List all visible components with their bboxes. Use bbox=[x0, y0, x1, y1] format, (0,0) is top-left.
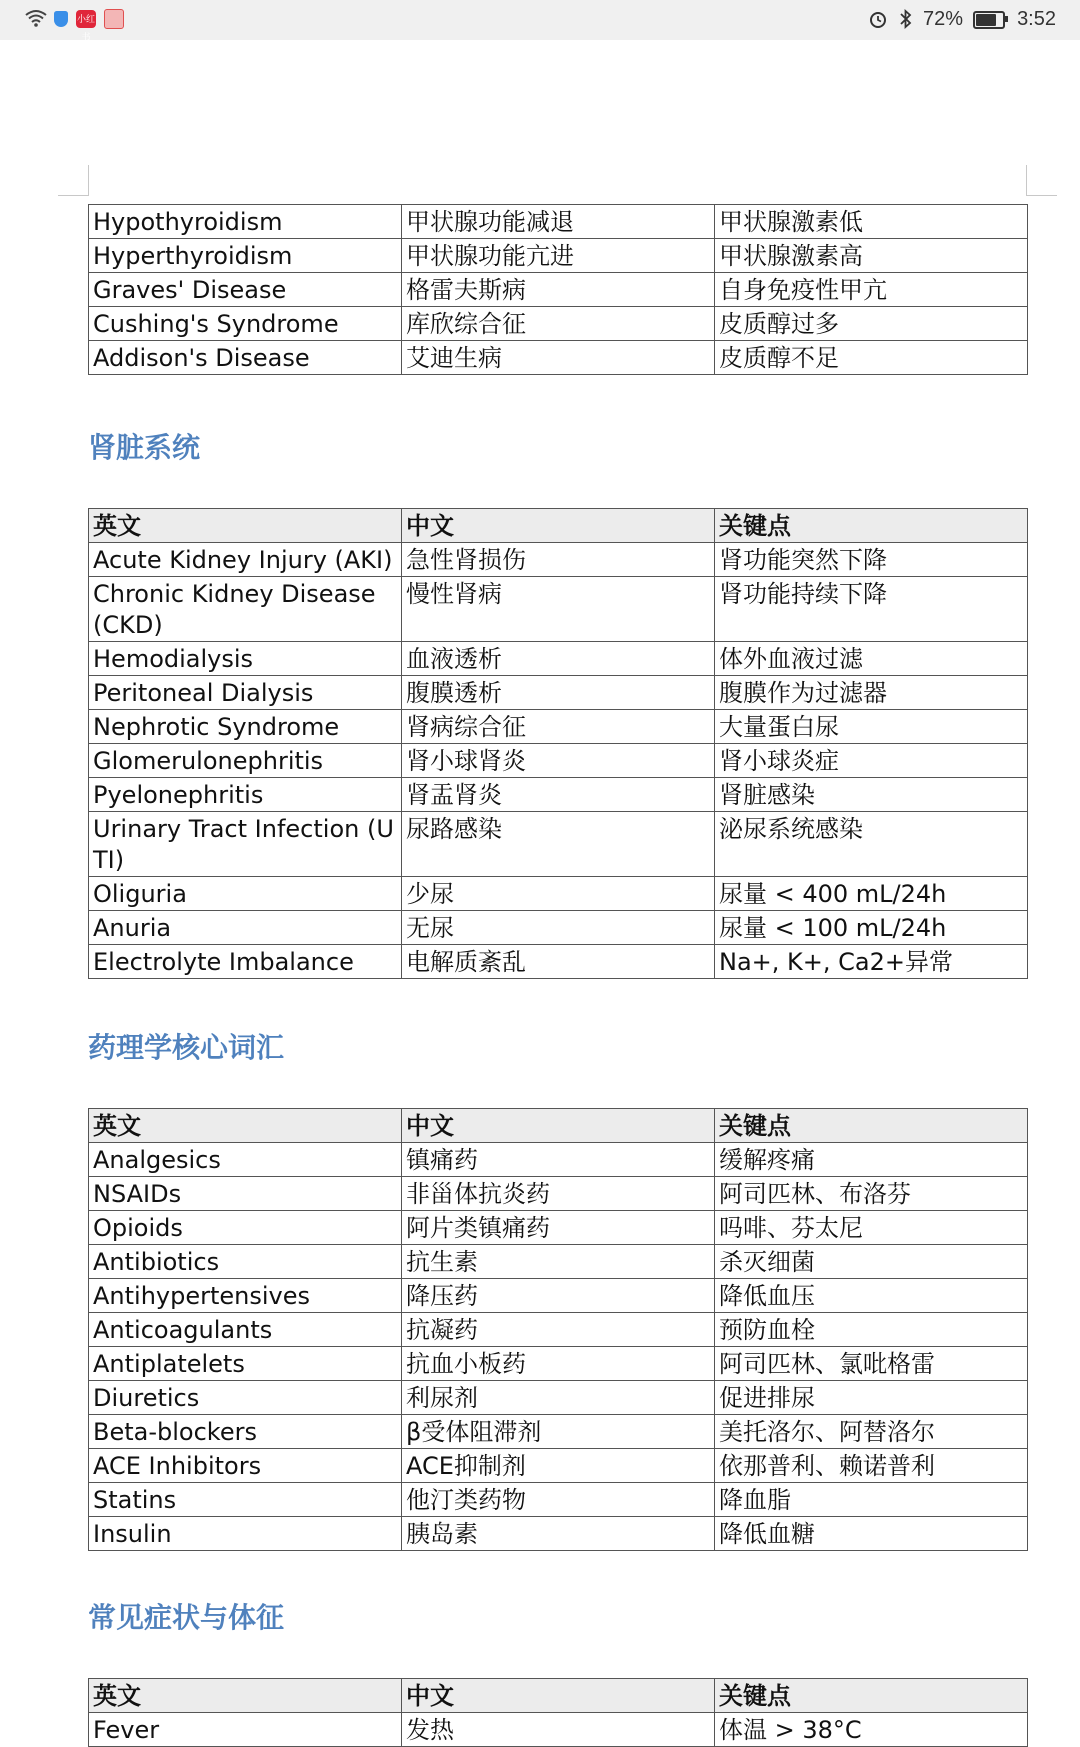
cell-english: Graves' Disease bbox=[89, 273, 402, 307]
cell-chinese: 格雷夫斯病 bbox=[402, 273, 715, 307]
cell-english: Antihypertensives bbox=[89, 1279, 402, 1313]
table-row bbox=[89, 911, 1028, 945]
pharmacology-table bbox=[88, 1108, 1028, 1551]
cell-english: Nephrotic Syndrome bbox=[89, 710, 402, 744]
header-keypoint: 关键点 bbox=[715, 1109, 1028, 1143]
cell-english: Oliguria bbox=[89, 877, 402, 911]
table-row bbox=[89, 744, 1028, 778]
table-row bbox=[89, 1177, 1028, 1211]
cell-english: Analgesics bbox=[89, 1143, 402, 1177]
cell-chinese: 抗血小板药 bbox=[402, 1347, 715, 1381]
cell-chinese: 肾病综合征 bbox=[402, 710, 715, 744]
cell-keypoint: 泌尿系统感染 bbox=[715, 812, 1028, 877]
cell-english: Anticoagulants bbox=[89, 1313, 402, 1347]
header-chinese: 中文 bbox=[402, 1109, 715, 1143]
cell-keypoint: 甲状腺激素高 bbox=[715, 239, 1028, 273]
table-row bbox=[89, 1245, 1028, 1279]
cell-keypoint: 尿量 < 100 mL/24h bbox=[715, 911, 1028, 945]
cell-english: Electrolyte Imbalance bbox=[89, 945, 402, 979]
table-header-row bbox=[89, 509, 1028, 543]
status-bar-right bbox=[867, 8, 1056, 31]
table-row bbox=[89, 1517, 1028, 1551]
cell-keypoint: 阿司匹林、氯吡格雷 bbox=[715, 1347, 1028, 1381]
cell-keypoint: 自身免疫性甲亢 bbox=[715, 273, 1028, 307]
status-bar bbox=[0, 0, 1080, 40]
symptoms-table bbox=[88, 1678, 1028, 1747]
cell-chinese: 胰岛素 bbox=[402, 1517, 715, 1551]
cell-english: Insulin bbox=[89, 1517, 402, 1551]
cell-keypoint: 皮质醇不足 bbox=[715, 341, 1028, 375]
header-keypoint: 关键点 bbox=[715, 509, 1028, 543]
cell-chinese: 抗凝药 bbox=[402, 1313, 715, 1347]
cell-chinese: 血液透析 bbox=[402, 642, 715, 676]
cell-keypoint: 美托洛尔、阿替洛尔 bbox=[715, 1415, 1028, 1449]
table-row bbox=[89, 945, 1028, 979]
cell-english: Anuria bbox=[89, 911, 402, 945]
table-row bbox=[89, 710, 1028, 744]
battery-level-fill bbox=[976, 14, 996, 26]
cell-chinese: 艾迪生病 bbox=[402, 341, 715, 375]
cell-english: Cushing's Syndrome bbox=[89, 307, 402, 341]
cell-english: Diuretics bbox=[89, 1381, 402, 1415]
table-row bbox=[89, 205, 1028, 239]
cell-english: Addison's Disease bbox=[89, 341, 402, 375]
notification-app-icon bbox=[104, 9, 124, 29]
cell-chinese: 慢性肾病 bbox=[402, 577, 715, 642]
cell-english: Pyelonephritis bbox=[89, 778, 402, 812]
cell-chinese: 甲状腺功能减退 bbox=[402, 205, 715, 239]
cell-chinese: 镇痛药 bbox=[402, 1143, 715, 1177]
header-keypoint: 关键点 bbox=[715, 1679, 1028, 1713]
status-bar-left bbox=[24, 8, 124, 42]
cell-keypoint: 降血脂 bbox=[715, 1483, 1028, 1517]
cell-english: Hemodialysis bbox=[89, 642, 402, 676]
section-title-symptoms: 常见症状与体征 bbox=[88, 1601, 285, 1634]
cell-chinese: 急性肾损伤 bbox=[402, 543, 715, 577]
table-row bbox=[89, 1713, 1028, 1747]
table-row bbox=[89, 1415, 1028, 1449]
table-row bbox=[89, 642, 1028, 676]
table-row bbox=[89, 307, 1028, 341]
cell-chinese: 肾盂肾炎 bbox=[402, 778, 715, 812]
table-row bbox=[89, 676, 1028, 710]
cell-keypoint: 预防血栓 bbox=[715, 1313, 1028, 1347]
cell-chinese: 电解质紊乱 bbox=[402, 945, 715, 979]
header-english: 英文 bbox=[89, 509, 402, 543]
cell-keypoint: 促进排尿 bbox=[715, 1381, 1028, 1415]
cell-english: Opioids bbox=[89, 1211, 402, 1245]
header-english: 英文 bbox=[89, 1679, 402, 1713]
table-row bbox=[89, 1279, 1028, 1313]
endocrine-table bbox=[88, 204, 1028, 375]
cell-keypoint: 肾功能持续下降 bbox=[715, 577, 1028, 642]
cell-chinese: ACE抑制剂 bbox=[402, 1449, 715, 1483]
cell-keypoint: 尿量 < 400 mL/24h bbox=[715, 877, 1028, 911]
cell-keypoint: 依那普利、赖诺普利 bbox=[715, 1449, 1028, 1483]
cell-english: Beta-blockers bbox=[89, 1415, 402, 1449]
header-chinese: 中文 bbox=[402, 1679, 715, 1713]
table-row bbox=[89, 812, 1028, 877]
cell-chinese: β受体阻滞剂 bbox=[402, 1415, 715, 1449]
cell-keypoint: 降低血糖 bbox=[715, 1517, 1028, 1551]
cell-english: Hypothyroidism bbox=[89, 205, 402, 239]
table-row bbox=[89, 1211, 1028, 1245]
table-row bbox=[89, 877, 1028, 911]
header-english: 英文 bbox=[89, 1109, 402, 1143]
battery-percent: 72% bbox=[923, 8, 964, 30]
renal-table bbox=[88, 508, 1028, 979]
table-row bbox=[89, 239, 1028, 273]
cell-english: Fever bbox=[89, 1713, 402, 1747]
cell-english: Glomerulonephritis bbox=[89, 744, 402, 778]
cell-english: ACE Inhibitors bbox=[89, 1449, 402, 1483]
cell-chinese: 阿片类镇痛药 bbox=[402, 1211, 715, 1245]
cell-english: Acute Kidney Injury (AKI) bbox=[89, 543, 402, 577]
cell-keypoint: 降低血压 bbox=[715, 1279, 1028, 1313]
xiaohongshu-app-icon: 小红书 bbox=[76, 10, 96, 28]
cell-chinese: 抗生素 bbox=[402, 1245, 715, 1279]
section-title-renal: 肾脏系统 bbox=[88, 431, 201, 464]
cell-chinese: 非甾体抗炎药 bbox=[402, 1177, 715, 1211]
table-row bbox=[89, 1347, 1028, 1381]
table-header-row bbox=[89, 1679, 1028, 1713]
table-row bbox=[89, 1449, 1028, 1483]
cell-english: Antiplatelets bbox=[89, 1347, 402, 1381]
cell-chinese: 腹膜透析 bbox=[402, 676, 715, 710]
table-row bbox=[89, 1483, 1028, 1517]
cell-keypoint: 体温 > 38°C bbox=[715, 1713, 1028, 1747]
cell-english: Statins bbox=[89, 1483, 402, 1517]
page-margin-corner-left bbox=[58, 165, 89, 196]
table-header-row bbox=[89, 1109, 1028, 1143]
table-row bbox=[89, 778, 1028, 812]
cell-english: Urinary Tract Infection (UTI) bbox=[89, 812, 402, 877]
cell-keypoint: 肾功能突然下降 bbox=[715, 543, 1028, 577]
cell-keypoint: 肾小球炎症 bbox=[715, 744, 1028, 778]
cell-english: Antibiotics bbox=[89, 1245, 402, 1279]
table-row bbox=[89, 341, 1028, 375]
document-page bbox=[0, 40, 1080, 1744]
table-row bbox=[89, 1381, 1028, 1415]
section-title-pharmacology: 药理学核心词汇 bbox=[88, 1031, 285, 1064]
alarm-icon bbox=[867, 9, 889, 31]
cell-english: Hyperthyroidism bbox=[89, 239, 402, 273]
battery-icon bbox=[973, 11, 1005, 29]
cell-chinese: 库欣综合征 bbox=[402, 307, 715, 341]
cell-english: Peritoneal Dialysis bbox=[89, 676, 402, 710]
bluetooth-icon bbox=[895, 9, 917, 31]
cell-chinese: 少尿 bbox=[402, 877, 715, 911]
cell-keypoint: 皮质醇过多 bbox=[715, 307, 1028, 341]
cell-chinese: 甲状腺功能亢进 bbox=[402, 239, 715, 273]
cell-keypoint: 甲状腺激素低 bbox=[715, 205, 1028, 239]
cell-english: NSAIDs bbox=[89, 1177, 402, 1211]
cell-chinese: 尿路感染 bbox=[402, 812, 715, 877]
cell-keypoint: 阿司匹林、布洛芬 bbox=[715, 1177, 1028, 1211]
table-row bbox=[89, 543, 1028, 577]
cell-keypoint: 杀灭细菌 bbox=[715, 1245, 1028, 1279]
wifi-icon bbox=[24, 8, 46, 30]
header-chinese: 中文 bbox=[402, 509, 715, 543]
cell-keypoint: 吗啡、芬太尼 bbox=[715, 1211, 1028, 1245]
cell-chinese: 无尿 bbox=[402, 911, 715, 945]
table-row bbox=[89, 1143, 1028, 1177]
cell-chinese: 他汀类药物 bbox=[402, 1483, 715, 1517]
clock-time: 3:52 bbox=[1017, 8, 1056, 30]
cell-keypoint: 缓解疼痛 bbox=[715, 1143, 1028, 1177]
table-row bbox=[89, 273, 1028, 307]
cell-keypoint: 腹膜作为过滤器 bbox=[715, 676, 1028, 710]
cell-chinese: 肾小球肾炎 bbox=[402, 744, 715, 778]
cell-keypoint: Na+, K+, Ca2+异常 bbox=[715, 945, 1028, 979]
cell-keypoint: 体外血液过滤 bbox=[715, 642, 1028, 676]
cell-chinese: 发热 bbox=[402, 1713, 715, 1747]
battery-tip bbox=[1005, 16, 1008, 22]
cell-chinese: 降压药 bbox=[402, 1279, 715, 1313]
cell-chinese: 利尿剂 bbox=[402, 1381, 715, 1415]
security-shield-icon bbox=[54, 11, 68, 27]
cell-english: Chronic Kidney Disease (CKD) bbox=[89, 577, 402, 642]
table-row bbox=[89, 1313, 1028, 1347]
table-row bbox=[89, 577, 1028, 642]
cell-keypoint: 大量蛋白尿 bbox=[715, 710, 1028, 744]
page-margin-corner-right bbox=[1026, 165, 1057, 196]
cell-keypoint: 肾脏感染 bbox=[715, 778, 1028, 812]
